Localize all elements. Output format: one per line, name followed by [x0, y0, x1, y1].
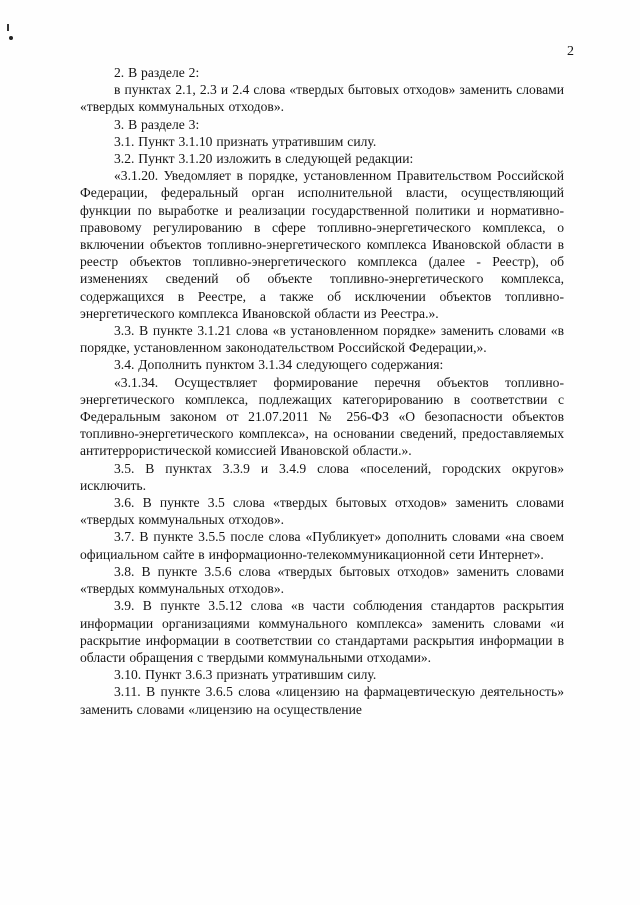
- document-body: [80, 64, 564, 718]
- paragraph: 3. В разделе 3:: [114, 116, 200, 132]
- paragraph: 3.9. В пункте 3.5.12 слова «в части соблюдения стандартов раскрытия информации организациями коммунального комплекса» заменить словами «и раскрытие информации в соответствии со стандартами раскрытия информации в области обращения с твердыми коммунальными отходами».: [80, 598, 564, 665]
- paragraph: 3.4. Дополнить пунктом 3.1.34 следующего содержания:: [114, 357, 444, 373]
- page-number: 2: [567, 44, 574, 59]
- paragraph: 3.6. В пункте 3.5 слова «твердых бытовых отходов» заменить словами «твердых коммунальных отходов».: [80, 495, 564, 528]
- paragraph: «3.1.34. Осуществляет формирование перечня объектов топливно-энергетического комплекса, подлежащих категорированию в соответствии с Федеральным законом от 21.07.2011 № 256-ФЗ «О безопасности объектов топливно-энергетического комплекса», на основании сведений, предоставляемых антитеррористической комиссией Ивановской области.».: [80, 374, 564, 459]
- paragraph: 3.2. Пункт 3.1.20 изложить в следующей редакции:: [114, 151, 414, 167]
- scan-artifact-dot: [9, 36, 13, 40]
- paragraph: 3.8. В пункте 3.5.6 слова «твердых бытовых отходов» заменить словами «твердых коммунальных отходов».: [80, 563, 564, 597]
- paragraph: 3.1. Пункт 3.1.10 признать утратившим силу.: [114, 133, 377, 149]
- paragraph: 3.7. В пункте 3.5.5 после слова «Публикует» дополнить словами «на своем официальном сайте в информационно-телекоммуникационной сети Интернет».: [80, 529, 564, 562]
- paragraph: «3.1.20. Уведомляет в порядке, установленном Правительством Российской Федерации, федеральный орган исполнительной власти, осуществляющий функции по выработке и реализации государственной политики и нормативно-правовому регулированию в сфере топливно-энергетического комплекса, о включении объектов топливно-энергетического комплекса Ивановской области в реестр объектов топливно-энергетического комплекса (далее - Реестр), об изменениях сведений об объекте топливно-энергетического комплекса, содержащихся в Реестре, а также об исключении объектов топливно-энергетического комплекса Ивановской области из Реестра.».: [80, 168, 564, 321]
- scan-artifact-dash: [7, 24, 9, 31]
- paragraph: 3.10. Пункт 3.6.3 признать утратившим силу.: [114, 667, 377, 683]
- paragraph: в пунктах 2.1, 2.3 и 2.4 слова «твердых бытовых отходов» заменить словами «твердых коммунальных отходов».: [80, 82, 564, 115]
- paragraph: 3.5. В пунктах 3.3.9 и 3.4.9 слова «поселений, городских округов» исключить.: [80, 460, 564, 493]
- paragraph: 3.3. В пункте 3.1.21 слова «в установленном порядке» заменить словами «в порядке, установленном законодательством Российской Федерации,».: [80, 323, 564, 356]
- paragraph: 3.11. В пункте 3.6.5 слова «лицензию на фармацевтическую деятельность» заменить словами «лицензию на осуществление: [80, 684, 564, 717]
- paragraph: 2. В разделе 2:: [114, 65, 200, 80]
